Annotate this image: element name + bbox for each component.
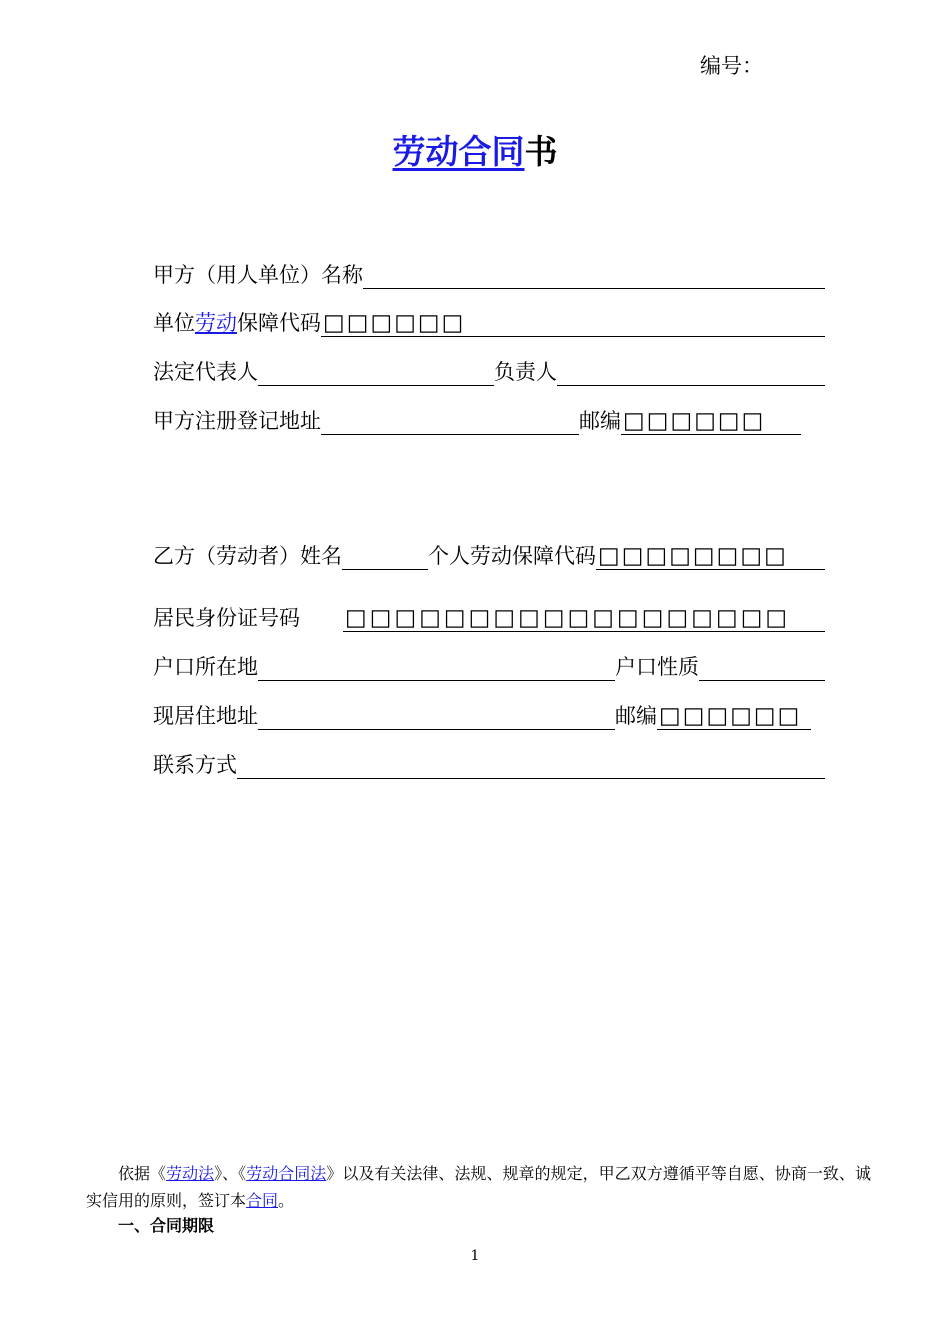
page-number: 1 [470,1248,480,1264]
party-b-id-row [153,598,825,632]
id-number-field[interactable] [343,607,825,632]
party-b-hukou-row [153,647,825,681]
party-b-code-label: 个人劳动保障代码 [428,544,596,568]
party-a-address-row [153,401,825,435]
contact-field[interactable] [237,754,825,779]
id-number-boxes: □□□□□□□□□□□□□□□□□□ [345,605,791,631]
document-title [0,126,950,173]
party-b-name-row [153,536,825,570]
party-b-name-field[interactable] [342,545,428,570]
party-b-zip-field[interactable] [657,705,811,730]
labor-contract-law-link[interactable]: 劳动合同法 [246,1164,327,1183]
hukou-location-field[interactable] [258,656,615,681]
section-heading: 一、合同期限 [118,1216,215,1235]
party-a-rep-row [153,352,825,386]
party-b-code-boxes: □□□□□□□□ [598,543,788,569]
current-address-label: 现居住地址 [153,704,258,728]
party-a-code-field[interactable] [321,312,825,337]
hukou-type-field[interactable] [699,656,825,681]
contract-link[interactable]: 合同 [246,1191,279,1210]
id-number-label: 居民身份证号码 [153,606,300,630]
party-a-address-label: 甲方注册登记地址 [153,409,321,433]
party-b-contact-row [153,745,825,779]
title-suffix: 书 [524,132,558,171]
responsible-person-field[interactable] [557,361,825,386]
party-a-code-row [153,303,825,337]
serial-number-label: 编号： [700,54,763,78]
intro-paragraph: 依据《劳动法》、《劳动合同法》以及有关法律、法规、规章的规定，甲乙双方遵循平等自愿、协商一致、诚实信用的原则，签订本合同。 [86,1164,871,1210]
party-a-name-row [153,255,825,289]
responsible-person-label: 负责人 [494,360,557,384]
party-a-code-label: 单位劳动保障代码 [153,311,321,335]
legal-rep-label: 法定代表人 [153,360,258,384]
hukou-type-label: 户口性质 [615,655,699,679]
title-link[interactable]: 劳动合同 [392,132,525,171]
party-b-zip-label: 邮编 [615,704,657,728]
party-b-name-label: 乙方（劳动者）姓名 [153,544,342,568]
party-a-zip-label: 邮编 [579,409,621,433]
labor-link[interactable]: 劳动 [195,311,237,335]
party-b-zip-boxes: □□□□□□ [659,703,802,729]
party-b-code-field[interactable] [596,545,825,570]
legal-rep-field[interactable] [258,361,494,386]
party-a-name-field[interactable] [363,264,825,289]
contact-label: 联系方式 [153,753,237,777]
party-a-zip-field[interactable] [621,410,801,435]
party-a-code-boxes: □□□□□□ [323,310,466,336]
party-b-address-row [153,696,825,730]
labor-law-link[interactable]: 劳动法 [166,1164,215,1183]
party-a-address-field[interactable] [321,410,579,435]
party-a-name-label: 甲方（用人单位）名称 [153,263,363,287]
party-a-zip-boxes: □□□□□□ [623,408,766,434]
current-address-field[interactable] [258,705,615,730]
hukou-location-label: 户口所在地 [153,655,258,679]
